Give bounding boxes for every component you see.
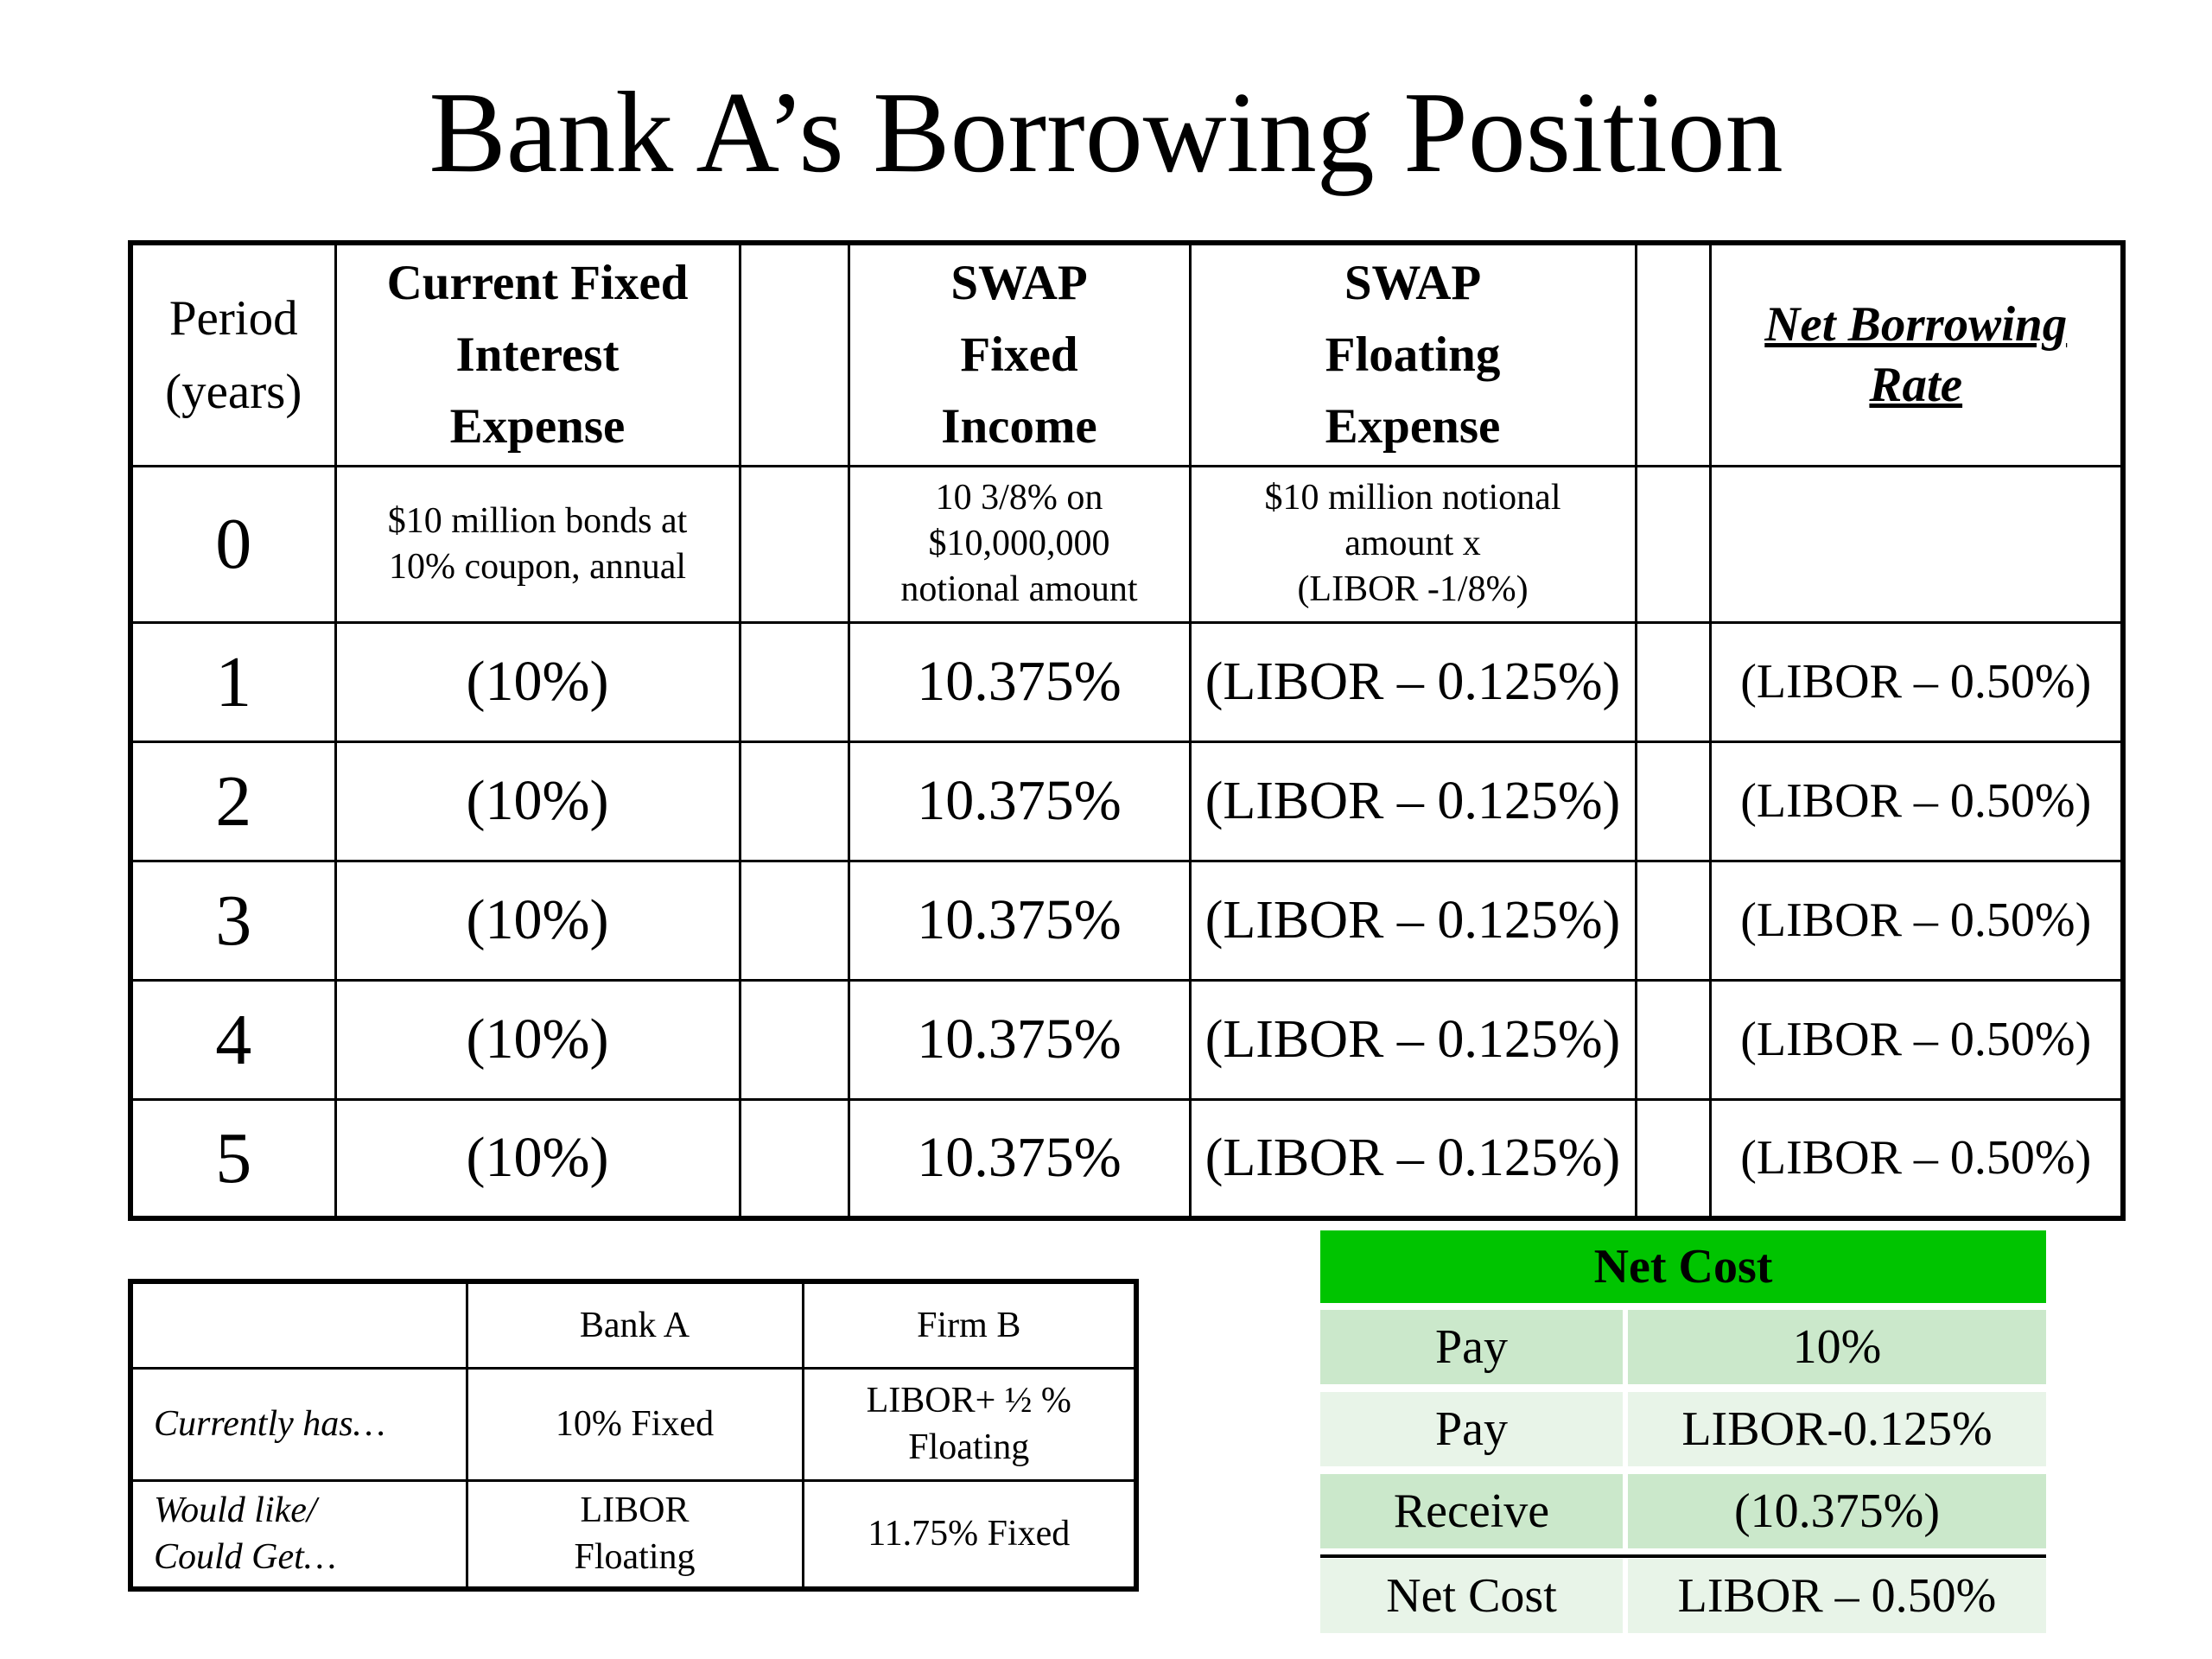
total-divider-line bbox=[1320, 1554, 2046, 1558]
comparison-table bbox=[128, 1279, 1139, 1592]
swap-fixed-description: 10 3/8% on $10,000,000 notional amount bbox=[849, 466, 1190, 622]
swap-fixed-cell: 10.375% bbox=[849, 980, 1190, 1099]
comparison-cell: LIBOR+ ½ % Floating bbox=[803, 1368, 1136, 1480]
swap-fixed-cell: 10.375% bbox=[849, 741, 1190, 861]
net-rate-cell bbox=[1710, 466, 2123, 622]
period-cell: 3 bbox=[130, 861, 335, 980]
blank-cell bbox=[1636, 622, 1710, 741]
swap-floating-cell: (LIBOR – 0.125%) bbox=[1190, 1099, 1636, 1218]
net-cost-value: LIBOR-0.125% bbox=[1681, 1402, 1993, 1456]
table-row bbox=[130, 466, 2123, 622]
swap-floating-cell: (LIBOR – 0.125%) bbox=[1190, 980, 1636, 1099]
header-blank-1 bbox=[740, 243, 849, 466]
comparison-header-row bbox=[130, 1281, 1136, 1368]
header-period: Period (years) bbox=[130, 243, 335, 466]
blank-cell bbox=[1636, 980, 1710, 1099]
swap-floating-cell: (LIBOR – 0.125%) bbox=[1190, 741, 1636, 861]
table-row bbox=[130, 741, 2123, 861]
header-row bbox=[130, 243, 2123, 466]
net-cost-value: (10.375%) bbox=[1734, 1484, 1940, 1538]
period-cell: 5 bbox=[130, 1099, 335, 1218]
comparison-row-currently-has bbox=[130, 1368, 1136, 1480]
net-rate-cell: (LIBOR – 0.50%) bbox=[1710, 980, 2123, 1099]
table-row bbox=[130, 980, 2123, 1099]
fixed-expense-cell: (10%) bbox=[335, 741, 740, 861]
blank-cell bbox=[740, 980, 849, 1099]
comparison-header-bank-a: Bank A bbox=[467, 1281, 803, 1368]
net-cost-label: Net Cost bbox=[1386, 1569, 1557, 1623]
blank-cell bbox=[1636, 741, 1710, 861]
period-cell: 0 bbox=[130, 466, 335, 622]
swap-floating-cell: (LIBOR – 0.125%) bbox=[1190, 622, 1636, 741]
period-cell: 1 bbox=[130, 622, 335, 741]
blank-cell bbox=[1636, 1099, 1710, 1218]
table-row bbox=[130, 622, 2123, 741]
fixed-expense-description: $10 million bonds at 10% coupon, annual bbox=[335, 466, 740, 622]
net-rate-cell: (LIBOR – 0.50%) bbox=[1710, 861, 2123, 980]
blank-cell bbox=[740, 622, 849, 741]
blank-cell bbox=[740, 741, 849, 861]
header-current-fixed-interest-expense: Current Fixed Interest Expense bbox=[335, 243, 740, 466]
net-rate-cell: (LIBOR – 0.50%) bbox=[1710, 1099, 2123, 1218]
header-swap-fixed-income: SWAP Fixed Income bbox=[849, 243, 1190, 466]
net-rate-cell: (LIBOR – 0.50%) bbox=[1710, 741, 2123, 861]
page-title: Bank A’s Borrowing Position bbox=[429, 68, 1783, 196]
borrowing-position-table bbox=[128, 240, 2126, 1221]
net-cost-label: Pay bbox=[1435, 1402, 1508, 1456]
comparison-cell: 11.75% Fixed bbox=[803, 1480, 1136, 1589]
swap-floating-description: $10 million notional amount x (LIBOR -1/8%) bbox=[1190, 466, 1636, 622]
swap-fixed-cell: 10.375% bbox=[849, 1099, 1190, 1218]
swap-fixed-cell: 10.375% bbox=[849, 622, 1190, 741]
fixed-expense-cell: (10%) bbox=[335, 622, 740, 741]
net-cost-panel bbox=[1320, 1230, 2046, 1637]
net-cost-label: Pay bbox=[1435, 1320, 1508, 1374]
blank-cell bbox=[1636, 861, 1710, 980]
comparison-cell: 10% Fixed bbox=[467, 1368, 803, 1480]
net-rate-cell: (LIBOR – 0.50%) bbox=[1710, 622, 2123, 741]
header-swap-floating-expense: SWAP Floating Expense bbox=[1190, 243, 1636, 466]
blank-cell bbox=[1636, 466, 1710, 622]
comparison-row-would-like bbox=[130, 1480, 1136, 1589]
net-cost-label: Receive bbox=[1393, 1484, 1550, 1538]
header-blank-2 bbox=[1636, 243, 1710, 466]
comparison-row-label: Would like/ Could Get… bbox=[130, 1480, 467, 1589]
fixed-expense-cell: (10%) bbox=[335, 1099, 740, 1218]
net-cost-value: LIBOR – 0.50% bbox=[1677, 1569, 1997, 1623]
comparison-corner-cell bbox=[130, 1281, 467, 1368]
fixed-expense-cell: (10%) bbox=[335, 980, 740, 1099]
net-cost-header: Net Cost bbox=[1320, 1230, 2046, 1303]
comparison-header-firm-b: Firm B bbox=[803, 1281, 1136, 1368]
comparison-row-label: Currently has… bbox=[130, 1368, 467, 1480]
swap-floating-cell: (LIBOR – 0.125%) bbox=[1190, 861, 1636, 980]
net-cost-row bbox=[1320, 1474, 2046, 1548]
net-cost-total-row bbox=[1320, 1559, 2046, 1633]
swap-fixed-cell: 10.375% bbox=[849, 861, 1190, 980]
header-net-borrowing-rate: Net Borrowing Rate bbox=[1710, 243, 2123, 466]
comparison-cell: LIBOR Floating bbox=[467, 1480, 803, 1589]
blank-cell bbox=[740, 466, 849, 622]
fixed-expense-cell: (10%) bbox=[335, 861, 740, 980]
net-cost-row bbox=[1320, 1392, 2046, 1466]
period-cell: 4 bbox=[130, 980, 335, 1099]
period-cell: 2 bbox=[130, 741, 335, 861]
table-row bbox=[130, 861, 2123, 980]
blank-cell bbox=[740, 1099, 849, 1218]
table-row bbox=[130, 1099, 2123, 1218]
net-cost-row bbox=[1320, 1310, 2046, 1384]
net-cost-value: 10% bbox=[1792, 1320, 1882, 1374]
blank-cell bbox=[740, 861, 849, 980]
